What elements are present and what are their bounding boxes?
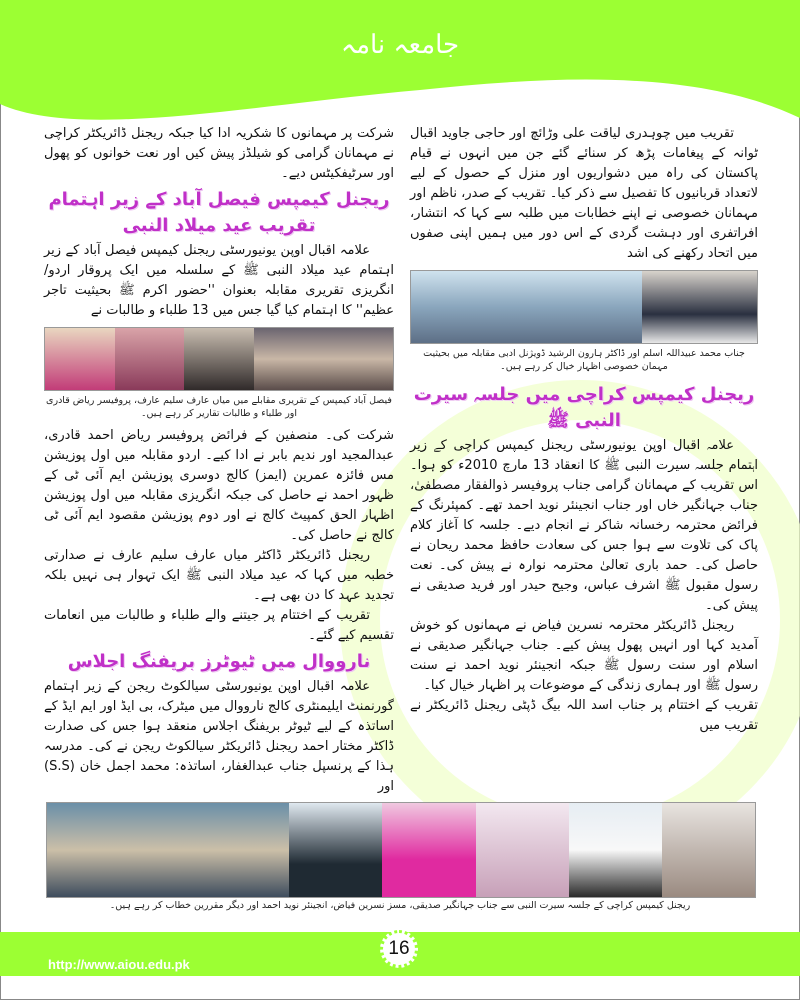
page-number: 16 <box>380 930 418 968</box>
article-heading: ریجنل کیمپس فیصل آباد کے زیر اہتمام تقریب عید میلاد النبی <box>48 189 390 236</box>
photo-caption: فیصل آباد کیمپس کے تقریری مقابلے میں میاں عارف سلیم عارف، پروفیسر ریاض قادری اور طلباء و طالبات تقاریر کر رہے ہیں۔ <box>46 395 392 419</box>
website-link[interactable]: http://www.aiou.edu.pk <box>48 957 190 972</box>
paragraph: شرکت پر مہمانوں کا شکریہ ادا کیا جبکہ ریجنل ڈائریکٹر کراچی نے مہمانان گرامی کو شیلڈز پیش کیں اور نعت خوانوں کو پھول اور سرٹیفکیٹس دیے۔ <box>44 126 394 181</box>
photo-caption: ریجنل کیمپس کراچی کے جلسہ سیرت النبی سے جناب جہانگیر صدیقی، مسز نسرین فیاض، انجینئر نوید احمد اور دیگر مقررین خطاب کر رہے ہیں۔ <box>109 900 691 911</box>
header-banner <box>0 0 800 130</box>
magazine-title: جامعہ نامہ <box>340 30 460 60</box>
paragraph: شرکت کی۔ منصفین کے فرائض پروفیسر ریاض احمد قادری، عبدالمجید اور ندیم بابر نے ادا کیے۔ اردو مقابلہ میں اول پوزیشن مس فائزہ عمرین (ایمز) کالج دوسری پوزیشن ایم آئی ٹی کے ظہور احمد نے حاصل کی جبکہ انگریزی مقابلہ میں اول پوزیشن اظہار الحق کمپیٹ کالج نے اور دوم پوزیشن مقصود ایم آئی ٹی کالج نے حاصل کی۔ <box>44 428 394 543</box>
left-column <box>44 124 394 797</box>
right-column <box>410 124 758 736</box>
photo-guests <box>410 270 758 344</box>
article-heading: نارووال میں ٹیوٹرز بریفنگ اجلاس <box>67 651 371 672</box>
paragraph: تقریب میں چوہدری لیاقت علی وڑائچ اور حاجی جاوید اقبال ٹوانہ کے پیغامات پڑھ کر سنائے گئے جن میں انہوں نے قیام پاکستان کی راہ میں دشواریوں اور منزل کے حصول کے لیے لاتعداد قربانیوں کا تفصیل سے ذکر کیا۔ تقریب کے صدر، ناظم اور مہمانان خصوصی نے اپنے خطابات میں طلبہ سے کہا کہ انتشار، افراتفری اور دہشت گردی کے اس دور میں ہمیں اپنی صفوں میں اتحاد رکھنے کی اشد <box>410 126 758 261</box>
paragraph: تقریب کے اختتام پر جیتنے والے طلباء و طالبات میں انعامات تقسیم کیے گئے۔ <box>44 608 394 643</box>
paragraph: تقریب کے اختتام پر جناب اسد اللہ بیگ ڈپٹی ریجنل ڈائریکٹر نے تقریب میں <box>410 698 758 733</box>
paragraph: ریجنل ڈائریکٹر محترمہ نسرین فیاض نے مہمانوں کو خوش آمدید کہا اور انہیں پھول پیش کیے۔ جناب جہانگیر صدیقی نے اسلام اور سنت رسول ﷺ جبکہ انجینئر نوید احمد نے سنت رسول ﷺ اور ہماری زندگی کے موضوعات پر اظہار خیال کیا۔ <box>410 618 758 693</box>
article-heading: ریجنل کیمپس کراچی میں جلسہ سیرت النبی ﷺ <box>413 384 755 431</box>
paragraph: علامہ اقبال اوپن یونیورسٹی ریجنل کیمپس فیصل آباد کے زیر اہتمام عید میلاد النبی ﷺ کے سلسلہ میں ایک پروقار اردو/انگریزی تقریری مقابلہ بعنوان ''حضور اکرم ﷺ بحیثیت تاجر عظیم'' کا اہتمام کیا گیا جس میں 13 طلباء و طالبات نے <box>44 243 394 318</box>
photo-caption: جناب محمد عبیداللہ اسلم اور ڈاکٹر ہارون الرشید ڈویژنل ادبی مقابلہ میں بحیثیت مہمان خصوصی اظہار خیال کر رہے ہیں۔ <box>423 348 745 372</box>
photo-strip-karachi <box>46 802 756 898</box>
paragraph: علامہ اقبال اوپن یونیورسٹی سیالکوٹ ریجن کے زیر اہتمام گورنمنٹ ایلیمنٹری کالج نارووال میں میٹرک، بی ایڈ اور ایم ایڈ کے اساتذہ کے لیے ٹیوٹر بریفنگ اجلاس منعقد ہوا جس کی صدارت ڈاکٹر مختار احمد ریجنل ڈائریکٹر سیالکوٹ ریجن نے کی۔ مدرسہ ہذا کے پرنسپل جناب عبدالغفار، اساتذہ: محمد اجمل خان (S.S) اور <box>44 679 394 794</box>
paragraph: ریجنل ڈائریکٹر ڈاکٹر میاں عارف سلیم عارف نے صدارتی خطبہ میں کہا کہ عید میلاد النبی ﷺ ایک تہوار ہی نہیں بلکہ تجدید عہد کا دن بھی ہے۔ <box>44 548 394 603</box>
paragraph: علامہ اقبال اوپن یونیورسٹی ریجنل کیمپس کراچی کے زیر اہتمام جلسہ سیرت النبی ﷺ کا انعقاد 13 مارچ 2010ء کو ہوا۔ اس تقریب کے مہمانان گرامی جناب پروفیسر ذوالفقار مصطفیٰ، جناب جہانگیر خاں اور جناب انجینئر نوید احمد تھے۔ کمپئرنگ کے فرائض محترمہ رخسانہ شاکر نے انجام دیے۔ جلسہ کا آغاز کلام پاک کی تلاوت سے ہوا جس کی سعادت حافظ محمد ریحان نے حاصل کی۔ حمد باری تعالیٰ محترمہ نوارہ نے پیش کی۔ نعت رسول مقبول ﷺ اشرف عباس، وجیح حیدر اور فرید صدیقی نے پیش کی۔ <box>410 438 758 613</box>
photo-faisalabad <box>44 327 394 391</box>
